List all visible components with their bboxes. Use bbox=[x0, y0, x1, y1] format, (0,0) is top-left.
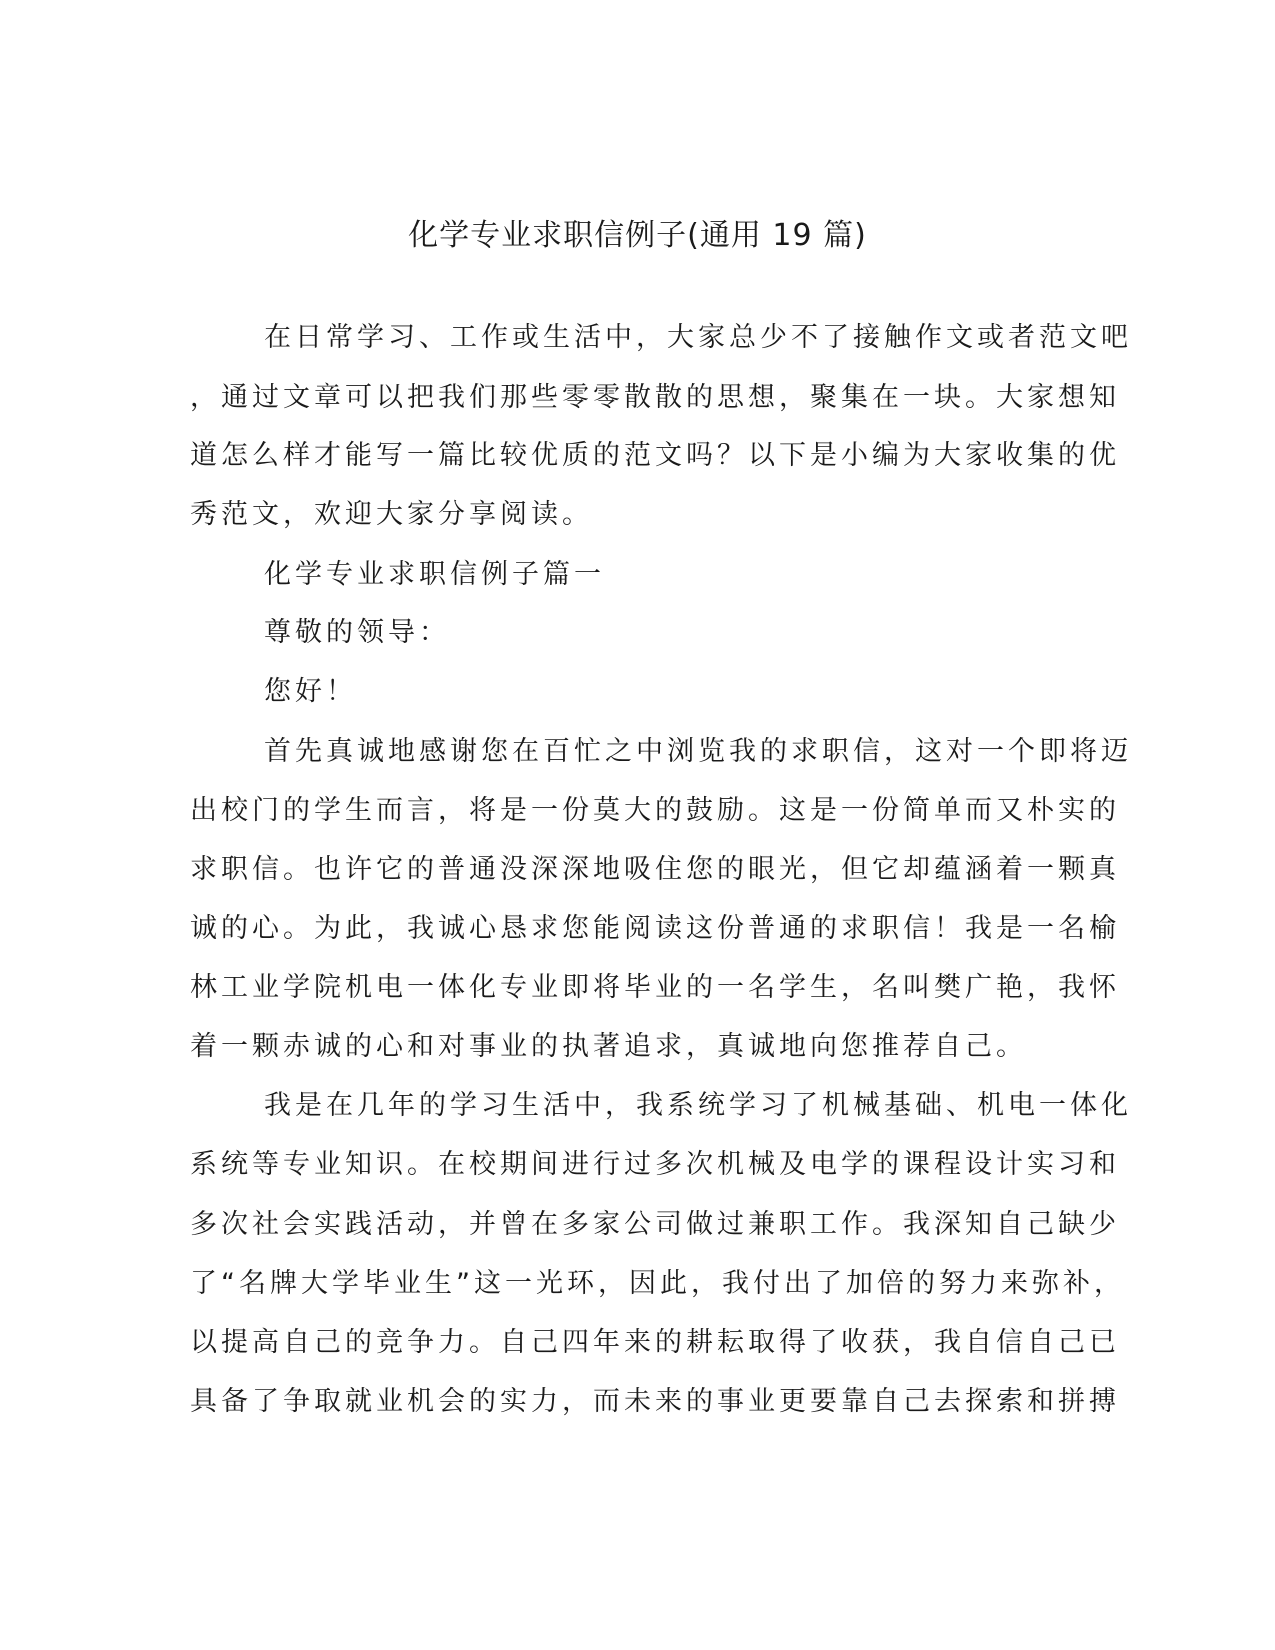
paragraph-line: 秀范文，欢迎大家分享阅读。 bbox=[190, 499, 593, 530]
paragraph-line: ，通过文章可以把我们那些零零散散的思想，聚集在一块。大家想知 bbox=[190, 382, 1120, 413]
paragraph-line: 多次社会实践活动，并曾在多家公司做过兼职工作。我深知自己缺少 bbox=[190, 1209, 1120, 1240]
paragraph-line: 我是在几年的学习生活中，我系统学习了机械基础、机电一体化 bbox=[264, 1090, 1132, 1121]
greeting: 您好！ bbox=[264, 676, 357, 707]
paragraph-line: 着一颗赤诚的心和对事业的执著追求，真诚地向您推荐自己。 bbox=[190, 1031, 1027, 1062]
paragraph-line: 以提高自己的竞争力。自己四年来的耕耘取得了收获，我自信自己已 bbox=[190, 1327, 1120, 1358]
section-heading: 化学专业求职信例子篇一 bbox=[264, 559, 605, 590]
paragraph-line: 具备了争取就业机会的实力，而未来的事业更要靠自己去探索和拼搏 bbox=[190, 1386, 1120, 1417]
paragraph-line: 诚的心。为此，我诚心恳求您能阅读这份普通的求职信！我是一名榆 bbox=[190, 913, 1120, 944]
paragraph-line: 求职信。也许它的普通没深深地吸住您的眼光，但它却蕴涵着一颗真 bbox=[190, 854, 1120, 885]
paragraph-line: 首先真诚地感谢您在百忙之中浏览我的求职信，这对一个即将迈 bbox=[264, 736, 1132, 767]
paragraph-line: 系统等专业知识。在校期间进行过多次机械及电学的课程设计实习和 bbox=[190, 1149, 1120, 1180]
paragraph-line: 林工业学院机电一体化专业即将毕业的一名学生，名叫樊广艳，我怀 bbox=[190, 972, 1120, 1003]
paragraph-line: 道怎么样才能写一篇比较优质的范文吗？以下是小编为大家收集的优 bbox=[190, 440, 1120, 471]
document-title: 化学专业求职信例子(通用 19 篇) bbox=[408, 218, 867, 253]
salutation: 尊敬的领导： bbox=[264, 617, 450, 648]
paragraph-line: 了“名牌大学毕业生”这一光环，因此，我付出了加倍的努力来弥补， bbox=[190, 1268, 1125, 1299]
paragraph-line: 在日常学习、工作或生活中，大家总少不了接触作文或者范文吧 bbox=[264, 322, 1132, 353]
paragraph-line: 出校门的学生而言，将是一份莫大的鼓励。这是一份简单而又朴实的 bbox=[190, 795, 1120, 826]
